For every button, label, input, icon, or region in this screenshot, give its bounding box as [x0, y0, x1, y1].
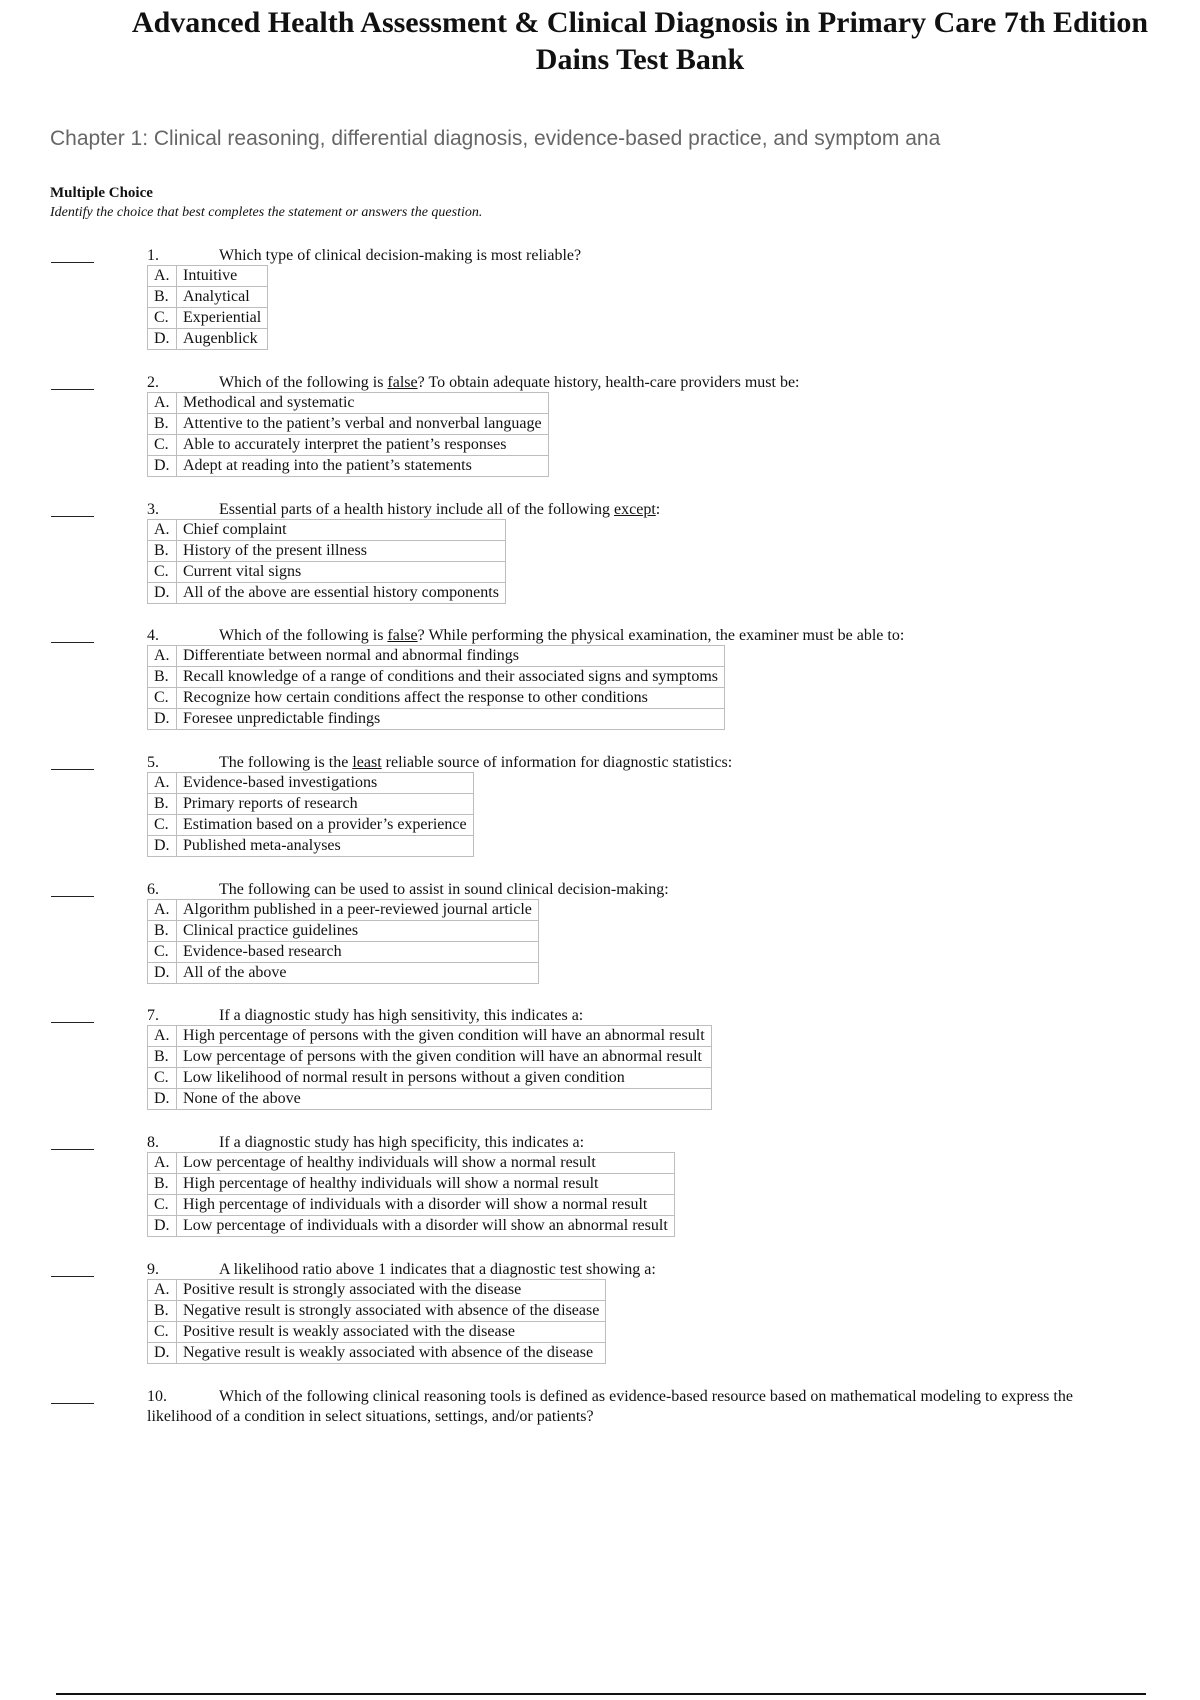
choice-text: Low percentage of individuals with a disorder will show an abnormal result	[177, 1216, 675, 1237]
choice-text: Positive result is strongly associated with the disease	[177, 1280, 606, 1301]
question-text-emphasis: false	[387, 627, 418, 644]
choice-text: Differentiate between normal and abnormal findings	[177, 646, 725, 667]
choice-text: Clinical practice guidelines	[177, 921, 539, 942]
choice-row	[148, 1216, 675, 1237]
choice-letter: B.	[148, 921, 177, 942]
choice-row	[148, 266, 268, 287]
choice-text: All of the above are essential history components	[177, 583, 506, 604]
question-number: 10.	[147, 1388, 167, 1405]
choice-text: Analytical	[177, 287, 268, 308]
choice-text: History of the present illness	[177, 541, 506, 562]
choice-row	[148, 1174, 675, 1195]
choice-row	[148, 393, 549, 414]
question-stem	[147, 1260, 656, 1280]
choice-row	[148, 836, 474, 857]
choice-row	[148, 1301, 606, 1322]
question-text-emphasis: except	[614, 501, 656, 518]
choice-letter: D.	[148, 709, 177, 730]
choice-text: Low percentage of healthy individuals will show a normal result	[177, 1153, 675, 1174]
choice-letter: B.	[148, 794, 177, 815]
choice-text: Positive result is weakly associated with the disease	[177, 1322, 606, 1343]
choice-row	[148, 1068, 712, 1089]
choice-letter: B.	[148, 541, 177, 562]
choice-letter: C.	[148, 308, 177, 329]
question-number: 8.	[147, 1134, 159, 1151]
choice-row	[148, 688, 725, 709]
choice-text: Evidence-based research	[177, 942, 539, 963]
question-stem	[147, 1387, 1087, 1427]
choice-text: Published meta-analyses	[177, 836, 474, 857]
choice-letter: A.	[148, 266, 177, 287]
choice-letter: D.	[148, 1216, 177, 1237]
choice-row	[148, 583, 506, 604]
question-text-post: reliable source of information for diagnostic statistics:	[381, 754, 733, 771]
question-text-pre: Essential parts of a health history include all of the following	[219, 501, 615, 518]
question-number: 1.	[147, 247, 159, 264]
question-text: If a diagnostic study has high specificity, this indicates a:	[219, 1134, 585, 1151]
choice-text: Negative result is weakly associated with absence of the disease	[177, 1343, 606, 1364]
choice-text: Chief complaint	[177, 520, 506, 541]
question-text-pre: Which of the following is	[219, 627, 388, 644]
choice-row	[148, 456, 549, 477]
choice-text: Current vital signs	[177, 562, 506, 583]
answer-blank[interactable]	[51, 769, 94, 770]
document-title	[40, 4, 1200, 78]
choice-text: Able to accurately interpret the patient’s responses	[177, 435, 549, 456]
choices-table	[147, 392, 549, 477]
question-text-post: ? To obtain adequate history, health-care providers must be:	[417, 374, 800, 391]
choice-row	[148, 1343, 606, 1364]
choice-row	[148, 794, 474, 815]
choices-table	[147, 1279, 606, 1364]
choice-row	[148, 520, 506, 541]
choice-row	[148, 1047, 712, 1068]
choices-table	[147, 519, 506, 604]
choice-row	[148, 709, 725, 730]
choice-row	[148, 1322, 606, 1343]
answer-blank[interactable]	[51, 389, 94, 390]
choice-letter: C.	[148, 815, 177, 836]
choice-letter: A.	[148, 520, 177, 541]
choice-row	[148, 900, 539, 921]
choice-row	[148, 329, 268, 350]
choice-letter: B.	[148, 1047, 177, 1068]
choice-letter: A.	[148, 1026, 177, 1047]
choice-text: Low percentage of persons with the given condition will have an abnormal result	[177, 1047, 712, 1068]
answer-blank[interactable]	[51, 1149, 94, 1150]
choice-letter: D.	[148, 1089, 177, 1110]
choice-text: Negative result is strongly associated with absence of the disease	[177, 1301, 606, 1322]
question-text: A likelihood ratio above 1 indicates that a diagnostic test showing a:	[219, 1261, 656, 1278]
choice-row	[148, 435, 549, 456]
choice-letter: B.	[148, 667, 177, 688]
choice-text: Recognize how certain conditions affect the response to other conditions	[177, 688, 725, 709]
choice-letter: B.	[148, 1174, 177, 1195]
choice-row	[148, 773, 474, 794]
question-stem	[147, 880, 669, 900]
choice-text: Foresee unpredictable findings	[177, 709, 725, 730]
choice-text: Augenblick	[177, 329, 268, 350]
choice-text: All of the above	[177, 963, 539, 984]
choice-row	[148, 667, 725, 688]
choice-text: Low likelihood of normal result in persons without a given condition	[177, 1068, 712, 1089]
choices-table	[147, 1152, 675, 1237]
choice-row	[148, 1153, 675, 1174]
choices-table	[147, 1025, 712, 1110]
question-number: 9.	[147, 1261, 159, 1278]
question-number: 2.	[147, 374, 159, 391]
answer-blank[interactable]	[51, 516, 94, 517]
question-stem	[147, 1006, 583, 1026]
question-stem	[147, 1133, 584, 1153]
choice-row	[148, 414, 549, 435]
question-text-emphasis: false	[387, 374, 418, 391]
question-stem	[147, 373, 800, 393]
section-heading: Multiple Choice	[50, 185, 153, 201]
document-title-line2: Dains Test Bank	[535, 43, 745, 76]
choices-table	[147, 899, 539, 984]
choice-letter: D.	[148, 456, 177, 477]
question-stem	[147, 500, 660, 520]
choice-letter: A.	[148, 900, 177, 921]
question-stem	[147, 626, 904, 646]
choice-row	[148, 287, 268, 308]
question-stem	[147, 246, 581, 266]
choice-row	[148, 942, 539, 963]
question-text: If a diagnostic study has high sensitivity, this indicates a:	[219, 1007, 584, 1024]
choice-letter: D.	[148, 836, 177, 857]
choice-text: Estimation based on a provider’s experience	[177, 815, 474, 836]
choice-letter: D.	[148, 963, 177, 984]
choice-letter: A.	[148, 646, 177, 667]
choice-text: Experiential	[177, 308, 268, 329]
choice-letter: C.	[148, 942, 177, 963]
question-number: 3.	[147, 501, 159, 518]
choice-row	[148, 1026, 712, 1047]
question-text: Which type of clinical decision-making is most reliable?	[219, 247, 582, 264]
choice-text: High percentage of individuals with a disorder will show a normal result	[177, 1195, 675, 1216]
choice-letter: C.	[148, 1322, 177, 1343]
question-number: 6.	[147, 881, 159, 898]
choice-row	[148, 815, 474, 836]
choice-letter: C.	[148, 435, 177, 456]
choice-letter: B.	[148, 414, 177, 435]
choice-text: High percentage of persons with the given condition will have an abnormal result	[177, 1026, 712, 1047]
answer-blank[interactable]	[51, 1022, 94, 1023]
choice-text: Recall knowledge of a range of conditions and their associated signs and symptoms	[177, 667, 725, 688]
choice-letter: D.	[148, 583, 177, 604]
choice-text: None of the above	[177, 1089, 712, 1110]
choice-row	[148, 1280, 606, 1301]
choice-letter: C.	[148, 1195, 177, 1216]
answer-blank[interactable]	[51, 262, 94, 263]
footer-rule	[56, 1693, 1146, 1695]
choice-text: Adept at reading into the patient’s statements	[177, 456, 549, 477]
choice-text: Algorithm published in a peer-reviewed journal article	[177, 900, 539, 921]
choice-text: Primary reports of research	[177, 794, 474, 815]
choice-letter: C.	[148, 562, 177, 583]
choice-row	[148, 562, 506, 583]
choice-row	[148, 1195, 675, 1216]
choice-text: High percentage of healthy individuals will show a normal result	[177, 1174, 675, 1195]
choices-table	[147, 645, 725, 730]
chapter-title: Chapter 1: Clinical reasoning, differential diagnosis, evidence-based practice, and symptom ana	[50, 127, 941, 150]
answer-blank[interactable]	[51, 896, 94, 897]
choice-row	[148, 646, 725, 667]
choice-row	[148, 308, 268, 329]
choice-row	[148, 541, 506, 562]
choice-text: Intuitive	[177, 266, 268, 287]
choice-text: Evidence-based investigations	[177, 773, 474, 794]
choice-letter: C.	[148, 688, 177, 709]
question-text: Which of the following clinical reasoning tools is defined as evidence-based resource based on mathematical modeling to express the likelihood of a condition in select situations, settings, and/or patients?	[147, 1388, 1073, 1425]
answer-blank[interactable]	[51, 642, 94, 643]
question-text: The following can be used to assist in sound clinical decision-making:	[219, 881, 669, 898]
answer-blank[interactable]	[51, 1403, 94, 1404]
question-number: 5.	[147, 754, 159, 771]
question-text-pre: Which of the following is	[219, 374, 388, 391]
choice-letter: B.	[148, 1301, 177, 1322]
question-text-pre: The following is the	[219, 754, 353, 771]
choice-letter: A.	[148, 773, 177, 794]
choice-letter: A.	[148, 1280, 177, 1301]
choices-table	[147, 772, 474, 857]
question-stem	[147, 753, 732, 773]
question-text-emphasis: least	[352, 754, 382, 771]
document-title-line1: Advanced Health Assessment & Clinical Diagnosis in Primary Care 7th Edition	[131, 6, 1149, 39]
question-text-post: :	[655, 501, 661, 518]
choice-letter: A.	[148, 393, 177, 414]
choice-letter: D.	[148, 1343, 177, 1364]
choices-table	[147, 265, 268, 350]
question-text-post: ? While performing the physical examination, the examiner must be able to:	[417, 627, 905, 644]
question-number: 7.	[147, 1007, 159, 1024]
choice-letter: A.	[148, 1153, 177, 1174]
choice-text: Methodical and systematic	[177, 393, 549, 414]
answer-blank[interactable]	[51, 1276, 94, 1277]
choice-letter: D.	[148, 329, 177, 350]
choice-row	[148, 921, 539, 942]
choice-text: Attentive to the patient’s verbal and nonverbal language	[177, 414, 549, 435]
question-number: 4.	[147, 627, 159, 644]
choice-letter: B.	[148, 287, 177, 308]
choice-row	[148, 963, 539, 984]
instructions: Identify the choice that best completes the statement or answers the question.	[50, 205, 483, 220]
choice-letter: C.	[148, 1068, 177, 1089]
choice-row	[148, 1089, 712, 1110]
